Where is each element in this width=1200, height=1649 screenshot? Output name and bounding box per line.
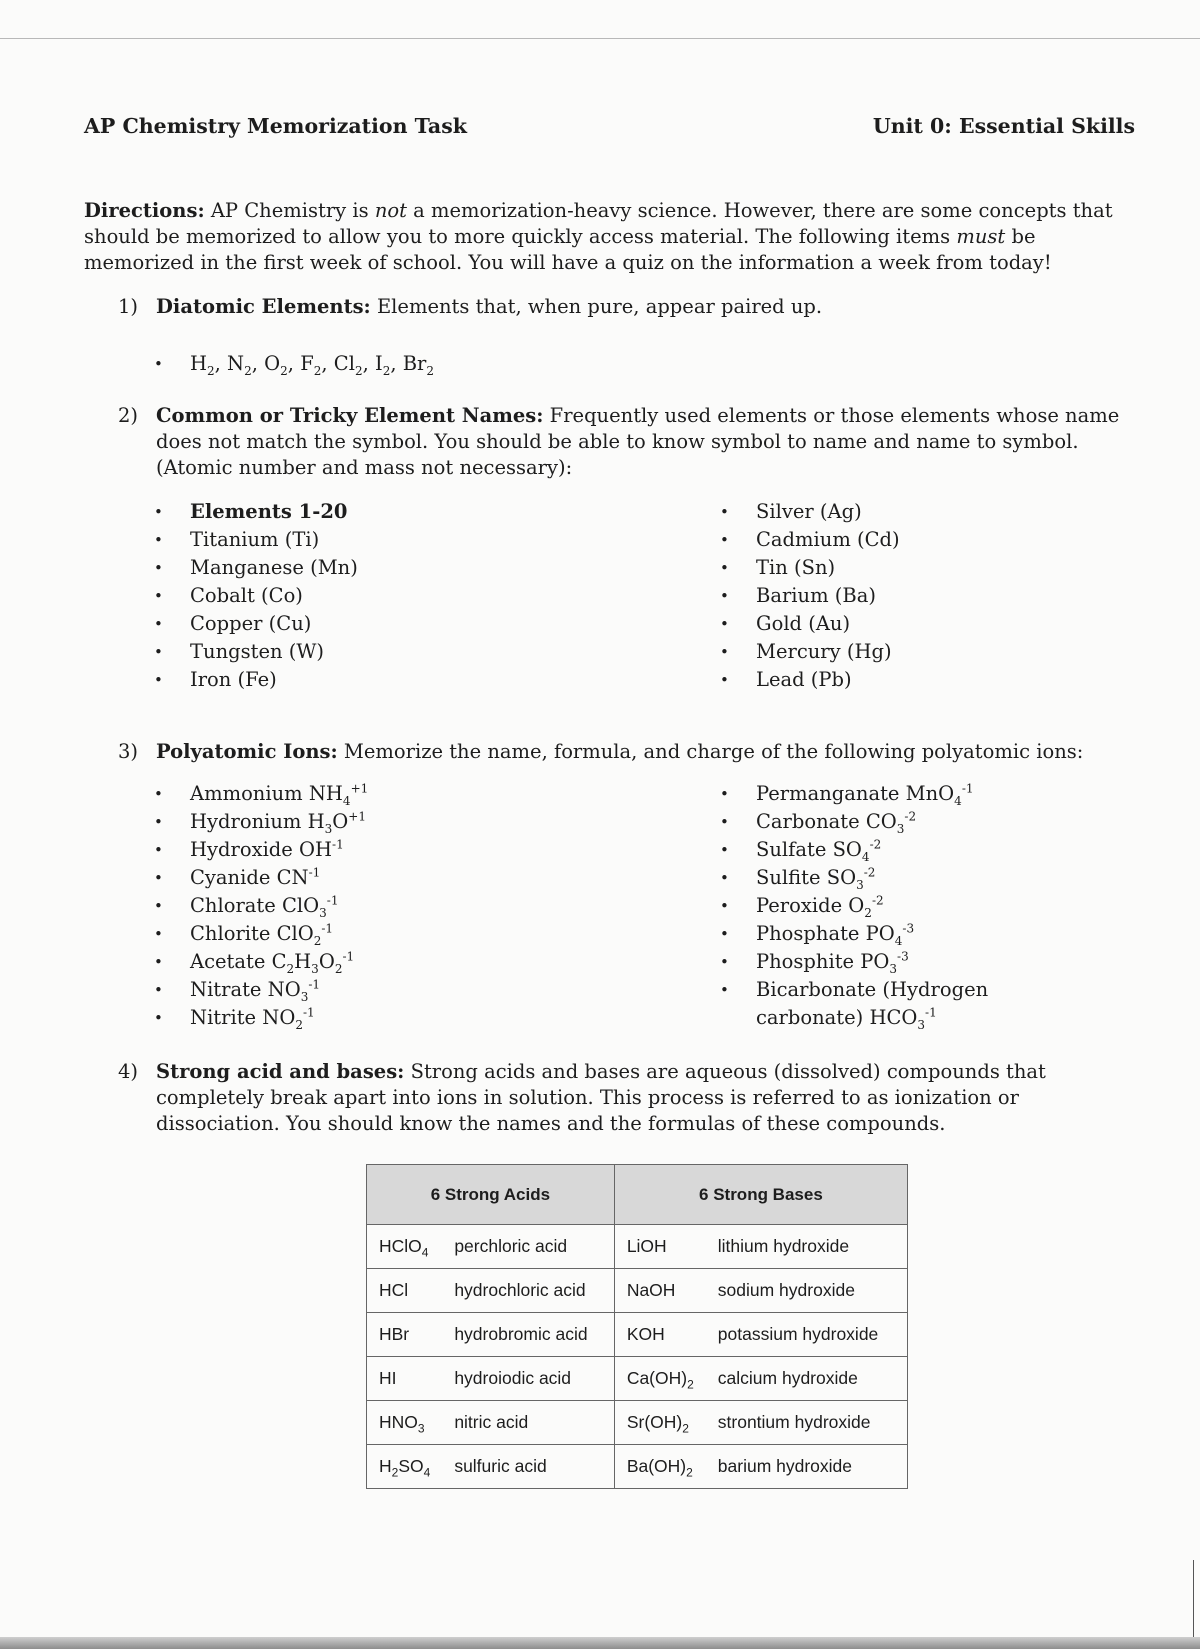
list-item: • Nitrate $NO_3^{-1}$ <box>152 976 368 1004</box>
list-item: • Acetate $C_2H_3O_2^{-1}$ <box>152 948 368 976</box>
base-name: sodium hydroxide <box>706 1269 908 1313</box>
unit-label: Unit 0: Essential Skills <box>872 114 1135 138</box>
list-item: • Cyanide $CN^{-1}$ <box>152 864 368 892</box>
list-item: • Ammonium $NH_4^{+1}$ <box>152 780 368 808</box>
list-item: • Peroxide $O_2^{-2}$ <box>718 892 1098 920</box>
list-item: • Sulfite $SO_3^{-2}$ <box>718 864 1098 892</box>
table-row <box>367 1225 908 1269</box>
list-item: • Chlorate ClO$_3^{-1}$ <box>152 892 368 920</box>
section-strong-acids-bases <box>118 1059 1134 1137</box>
directions-emphasis-must: must <box>956 225 1006 248</box>
section-title: Common or Tricky Element Names: <box>156 404 544 427</box>
acid-name: perchloric acid <box>442 1225 614 1269</box>
section-text: Memorize the name, formula, and charge of the following polyatomic ions: <box>337 740 1084 763</box>
table-row <box>367 1357 908 1401</box>
scan-edge-top <box>0 38 1200 39</box>
list-item: • Cobalt (Co) <box>152 582 358 610</box>
base-formula: KOH <box>614 1313 705 1357</box>
table-row <box>367 1445 908 1489</box>
section-number: 2) <box>118 404 139 427</box>
section-title: Polyatomic Ions: <box>156 740 338 763</box>
list-item: • Phosphate $PO_4^{-3}$ <box>718 920 1098 948</box>
list-item: • Barium (Ba) <box>718 582 900 610</box>
section-number: 1) <box>118 295 139 318</box>
base-formula: NaOH <box>614 1269 705 1313</box>
section-text: Frequently used elements or those elements whose name does not match the symbol. You should be able to know symbol to name and name to symbol. (Atomic number and mass not necessary): <box>156 404 1120 479</box>
base-formula: LiOH <box>614 1225 705 1269</box>
section-element-names <box>118 403 1134 481</box>
acid-formula: HBr <box>367 1313 443 1357</box>
acids-header: 6 Strong Acids <box>367 1165 615 1225</box>
list-item: • Carbonate $CO_3^{-2}$ <box>718 808 1098 836</box>
base-name: calcium hydroxide <box>706 1357 908 1401</box>
section-number: 3) <box>118 740 139 763</box>
section-number: 4) <box>118 1060 139 1083</box>
acid-name: sulfuric acid <box>442 1445 614 1489</box>
acid-formula: HI <box>367 1357 443 1401</box>
list-item: • Mercury (Hg) <box>718 638 900 666</box>
section-polyatomic-ions <box>118 739 1134 765</box>
list-item: • Permanganate MnO$_4^{-1}$ <box>718 780 1098 808</box>
list-item: • Bicarbonate (Hydrogen carbonate) $HCO_3^{-1}$ <box>718 976 1098 1032</box>
directions-paragraph <box>84 198 1134 276</box>
section-title: Strong acid and bases: <box>156 1060 405 1083</box>
base-formula: $Sr(OH)_2$ <box>614 1401 705 1445</box>
list-item: • Tin (Sn) <box>718 554 900 582</box>
base-formula: $Ca(OH)_2$ <box>614 1357 705 1401</box>
section-title: Diatomic Elements: <box>156 295 371 318</box>
table-header-row <box>367 1165 908 1225</box>
base-formula: $Ba(OH)_2$ <box>614 1445 705 1489</box>
polyatomic-left-list <box>152 780 368 1032</box>
polyatomic-right-list <box>718 780 1098 1032</box>
acid-name: hydrochloric acid <box>442 1269 614 1313</box>
document-title: AP Chemistry Memorization Task <box>84 114 467 138</box>
acid-formula: HClO$_4$ <box>367 1225 443 1269</box>
base-name: barium hydroxide <box>706 1445 908 1489</box>
list-item: • Titanium (Ti) <box>152 526 358 554</box>
page-header <box>84 114 1134 144</box>
list-item: • Sulfate $SO_4^{-2}$ <box>718 836 1098 864</box>
acid-formula: $HNO_3$ <box>367 1401 443 1445</box>
diatomic-list <box>152 350 434 378</box>
strong-acids-bases-table <box>366 1164 908 1489</box>
list-item: • Hydroxide $OH^{-1}$ <box>152 836 368 864</box>
list-item: • Manganese (Mn) <box>152 554 358 582</box>
list-item <box>152 350 434 378</box>
acid-name: nitric acid <box>442 1401 614 1445</box>
table-row <box>367 1269 908 1313</box>
bases-header: 6 Strong Bases <box>614 1165 907 1225</box>
table-row <box>367 1401 908 1445</box>
list-item: • Gold (Au) <box>718 610 900 638</box>
list-item: • Tungsten (W) <box>152 638 358 666</box>
list-item: • Cadmium (Cd) <box>718 526 900 554</box>
directions-text-1: AP Chemistry is <box>204 199 375 222</box>
list-item: • Iron (Fe) <box>152 666 358 694</box>
list-item: • Nitrite $NO_2^{-1}$ <box>152 1004 368 1032</box>
directions-emphasis-not: not <box>374 199 407 222</box>
list-item: • Chlorite ClO$_2^{-1}$ <box>152 920 368 948</box>
acid-name: hydrobromic acid <box>442 1313 614 1357</box>
section-diatomic <box>118 294 1134 320</box>
directions-text-2: a memorization-heavy science. However, there are some concepts that should be memorized to allow you to more quickly access material. The following items <box>84 199 1113 248</box>
base-name: potassium hydroxide <box>706 1313 908 1357</box>
base-name: strontium hydroxide <box>706 1401 908 1445</box>
acid-formula: HCl <box>367 1269 443 1313</box>
directions-label: Directions: <box>84 199 205 222</box>
list-item: • Hydronium $H_3O^{+1}$ <box>152 808 368 836</box>
acid-formula: $H_2SO_4$ <box>367 1445 443 1489</box>
section-text: Strong acids and bases are aqueous (dissolved) compounds that completely break apart into ions in solution. This process is referred to as ionization or dissociation. You should know the names and the formulas of these compounds. <box>156 1060 1046 1135</box>
scan-edge-bottom <box>0 1637 1200 1649</box>
list-item: • Lead (Pb) <box>718 666 900 694</box>
acid-name: hydroiodic acid <box>442 1357 614 1401</box>
directions-text-3: be memorized in the first week of school. You will have a quiz on the information a week from today! <box>84 225 1052 274</box>
base-name: lithium hydroxide <box>706 1225 908 1269</box>
list-item: • Phosphite $PO_3^{-3}$ <box>718 948 1098 976</box>
section-text: Elements that, when pure, appear paired up. <box>370 295 823 318</box>
element-names-right-list <box>718 498 900 694</box>
scan-edge-right <box>1193 1560 1194 1640</box>
list-item: • Elements 1-20 <box>152 498 358 526</box>
list-item: • Copper (Cu) <box>152 610 358 638</box>
element-names-left-list <box>152 498 358 694</box>
list-item: • Silver (Ag) <box>718 498 900 526</box>
diatomic-formulas: $H_2$, $N_2$, $O_2$, $F_2$, $Cl_2$, $I_2$, $Br_2$ <box>190 352 435 378</box>
table-row <box>367 1313 908 1357</box>
